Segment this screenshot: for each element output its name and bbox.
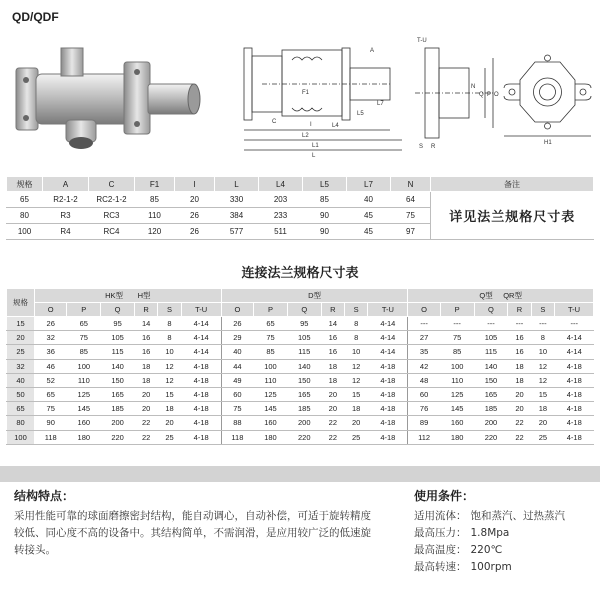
cell: RC3 bbox=[89, 208, 135, 224]
cell: 10 bbox=[531, 345, 554, 359]
flange-subheader: S bbox=[158, 303, 181, 317]
flange-subheader: T-U bbox=[555, 303, 594, 317]
cell: 85 bbox=[67, 345, 101, 359]
cell: 4-18 bbox=[368, 373, 408, 387]
cell: 110 bbox=[135, 208, 175, 224]
cell: 180 bbox=[67, 430, 101, 444]
table-row bbox=[7, 416, 594, 430]
cell: 4-18 bbox=[181, 430, 221, 444]
spec-header: F1 bbox=[135, 177, 175, 192]
cell: 4-18 bbox=[555, 373, 594, 387]
cell: 185 bbox=[287, 402, 321, 416]
cell: 160 bbox=[254, 416, 288, 430]
cell: 65 bbox=[7, 192, 43, 208]
svg-text:Q: Q bbox=[479, 92, 484, 98]
flange-table-title: 连接法兰规格尺寸表 bbox=[241, 266, 359, 281]
cell: 14 bbox=[134, 317, 157, 331]
cell: 165 bbox=[101, 387, 135, 401]
cell: 4-14 bbox=[181, 345, 221, 359]
cell: 100 bbox=[7, 224, 43, 240]
cell: 8 bbox=[531, 331, 554, 345]
cell: 49 bbox=[221, 373, 253, 387]
cell: 18 bbox=[321, 373, 344, 387]
condition-value: 100rpm bbox=[470, 561, 512, 573]
cell: 76 bbox=[408, 402, 440, 416]
cell: 18 bbox=[531, 402, 554, 416]
spec-note: 详见法兰规格尺寸表 bbox=[431, 192, 594, 240]
cell: 88 bbox=[221, 416, 253, 430]
cell: 125 bbox=[67, 387, 101, 401]
size-cell: 100 bbox=[7, 430, 35, 444]
spec-header: 备注 bbox=[431, 177, 594, 192]
cell: 4-14 bbox=[368, 317, 408, 331]
cell: 26 bbox=[221, 317, 253, 331]
flange-subheader: Q bbox=[101, 303, 135, 317]
cell: 140 bbox=[101, 359, 135, 373]
cell: 125 bbox=[254, 387, 288, 401]
cell: 20 bbox=[158, 416, 181, 430]
cell: 200 bbox=[474, 416, 508, 430]
flange-side-drawing bbox=[405, 30, 500, 160]
cell: 75 bbox=[67, 331, 101, 345]
cell: 46 bbox=[35, 359, 67, 373]
cell: 165 bbox=[287, 387, 321, 401]
cell: 4-14 bbox=[555, 331, 594, 345]
cell: 20 bbox=[321, 387, 344, 401]
cell: 4-18 bbox=[555, 359, 594, 373]
spec-header: 规格 bbox=[7, 177, 43, 192]
cell: 577 bbox=[215, 224, 259, 240]
flange-subheader-row bbox=[7, 303, 594, 317]
cell: 80 bbox=[7, 208, 43, 224]
cell: 20 bbox=[508, 402, 531, 416]
cell: 8 bbox=[345, 331, 368, 345]
svg-text:P: P bbox=[487, 92, 492, 98]
spec-header: N bbox=[391, 177, 431, 192]
cell: 95 bbox=[287, 317, 321, 331]
cell: 42 bbox=[408, 359, 440, 373]
flange-subheader: Q bbox=[474, 303, 508, 317]
svg-text:L: L bbox=[312, 153, 316, 159]
cell: 97 bbox=[391, 224, 431, 240]
cell: 12 bbox=[345, 359, 368, 373]
cell: 20 bbox=[508, 387, 531, 401]
cell: 16 bbox=[321, 331, 344, 345]
cell: RC4 bbox=[89, 224, 135, 240]
cell: 4-18 bbox=[368, 359, 408, 373]
cell: 89 bbox=[408, 416, 440, 430]
cell: 18 bbox=[134, 373, 157, 387]
flange-subheader: R bbox=[508, 303, 531, 317]
cell: 75 bbox=[254, 331, 288, 345]
svg-text:L4: L4 bbox=[332, 123, 339, 129]
svg-text:I: I bbox=[310, 122, 312, 128]
size-cell: 20 bbox=[7, 331, 35, 345]
cell: 384 bbox=[215, 208, 259, 224]
cell: 60 bbox=[221, 387, 253, 401]
group-q: Q型 bbox=[479, 291, 493, 300]
cell: 20 bbox=[345, 416, 368, 430]
condition-value: 1.8Mpa bbox=[470, 527, 510, 539]
size-cell: 80 bbox=[7, 416, 35, 430]
flange-subheader: P bbox=[254, 303, 288, 317]
cell: 60 bbox=[408, 387, 440, 401]
group-qr: QR型 bbox=[503, 291, 522, 300]
cell: 45 bbox=[347, 224, 391, 240]
cell: 16 bbox=[134, 345, 157, 359]
cell: 4-14 bbox=[555, 345, 594, 359]
cell: 115 bbox=[287, 345, 321, 359]
table-row bbox=[7, 402, 594, 416]
cell: 52 bbox=[35, 373, 67, 387]
conditions-title: 使用条件： bbox=[414, 489, 475, 503]
cell: 4-18 bbox=[368, 416, 408, 430]
cell: 65 bbox=[67, 317, 101, 331]
spec-table bbox=[6, 176, 594, 240]
flange-subheader: Q bbox=[287, 303, 321, 317]
cell: 25 bbox=[345, 430, 368, 444]
cell: 20 bbox=[531, 416, 554, 430]
cell: 160 bbox=[440, 416, 474, 430]
condition-label: 适用流体： bbox=[414, 510, 467, 522]
cell: 100 bbox=[67, 359, 101, 373]
features-title: 结构特点： bbox=[14, 489, 75, 503]
cell: 25 bbox=[531, 430, 554, 444]
cell: 65 bbox=[35, 387, 67, 401]
cell: 75 bbox=[391, 208, 431, 224]
condition-item bbox=[414, 508, 565, 525]
cell: 40 bbox=[347, 192, 391, 208]
cell: 85 bbox=[303, 192, 347, 208]
table-row bbox=[7, 359, 594, 373]
spec-header: L bbox=[215, 177, 259, 192]
group-hk: HK型 bbox=[105, 291, 124, 300]
cell: 45 bbox=[347, 208, 391, 224]
cell: 85 bbox=[440, 345, 474, 359]
flange-group-header-hk-h bbox=[35, 289, 222, 303]
features-text: 采用性能可靠的球面磨擦密封结构，能自动调心，自动补偿，可适于旋转精度较低、同心度不高的设备中。其结构简单，不需润滑，是应用较广泛的低速旋转接头。 bbox=[14, 510, 371, 556]
cell: 20 bbox=[134, 402, 157, 416]
cell: 4-18 bbox=[555, 402, 594, 416]
condition-label: 最高温度： bbox=[414, 544, 467, 556]
cell: --- bbox=[508, 317, 531, 331]
cell: 18 bbox=[508, 359, 531, 373]
svg-text:C: C bbox=[272, 119, 277, 125]
flange-subheader: R bbox=[134, 303, 157, 317]
cell: 100 bbox=[254, 359, 288, 373]
svg-text:L7: L7 bbox=[377, 101, 384, 107]
cell: 4-18 bbox=[181, 373, 221, 387]
cell: 26 bbox=[175, 224, 215, 240]
cell: 4-18 bbox=[555, 416, 594, 430]
svg-text:H1: H1 bbox=[544, 140, 552, 146]
cell: 115 bbox=[474, 345, 508, 359]
cell: 40 bbox=[221, 345, 253, 359]
table-row bbox=[7, 345, 594, 359]
cell: 160 bbox=[67, 416, 101, 430]
svg-text:A: A bbox=[370, 48, 375, 54]
size-cell: 32 bbox=[7, 359, 35, 373]
cell: 4-18 bbox=[181, 402, 221, 416]
cell: 200 bbox=[101, 416, 135, 430]
spec-header: C bbox=[89, 177, 135, 192]
cell: 125 bbox=[440, 387, 474, 401]
cell: 20 bbox=[321, 402, 344, 416]
cell: 27 bbox=[408, 331, 440, 345]
cell: 22 bbox=[321, 416, 344, 430]
cell: 18 bbox=[345, 402, 368, 416]
condition-item bbox=[414, 525, 565, 542]
cell: 75 bbox=[35, 402, 67, 416]
cell: 22 bbox=[321, 430, 344, 444]
cell: --- bbox=[474, 317, 508, 331]
cell: 10 bbox=[158, 345, 181, 359]
condition-label: 最高压力： bbox=[414, 527, 467, 539]
cell: 140 bbox=[474, 359, 508, 373]
cell: 4-14 bbox=[368, 345, 408, 359]
condition-value: 饱和蒸汽、过热蒸汽 bbox=[470, 510, 565, 522]
cell: 10 bbox=[345, 345, 368, 359]
flange-subheader: O bbox=[408, 303, 440, 317]
cell: 8 bbox=[158, 331, 181, 345]
cell: 330 bbox=[215, 192, 259, 208]
cell: 25 bbox=[158, 430, 181, 444]
cell: 8 bbox=[345, 317, 368, 331]
cell: 29 bbox=[221, 331, 253, 345]
flange-front-drawing bbox=[500, 40, 595, 150]
table-row bbox=[7, 387, 594, 401]
svg-text:N: N bbox=[471, 84, 476, 90]
cell: 115 bbox=[101, 345, 135, 359]
cell: 20 bbox=[175, 192, 215, 208]
cell: 22 bbox=[134, 430, 157, 444]
flange-subheader: R bbox=[321, 303, 344, 317]
cell: 15 bbox=[531, 387, 554, 401]
cell: 4-14 bbox=[181, 331, 221, 345]
cell: 35 bbox=[408, 345, 440, 359]
cell: 12 bbox=[158, 373, 181, 387]
size-cell: 15 bbox=[7, 317, 35, 331]
cell: 110 bbox=[254, 373, 288, 387]
svg-text:O: O bbox=[494, 92, 499, 98]
cell: 180 bbox=[254, 430, 288, 444]
cell: 20 bbox=[134, 387, 157, 401]
table-row bbox=[7, 430, 594, 444]
cell: --- bbox=[555, 317, 594, 331]
cell: 145 bbox=[67, 402, 101, 416]
cell: 12 bbox=[158, 359, 181, 373]
flange-subheader: O bbox=[35, 303, 67, 317]
flange-subheader: P bbox=[440, 303, 474, 317]
cell: 110 bbox=[67, 373, 101, 387]
cell: 26 bbox=[35, 317, 67, 331]
cell: 150 bbox=[287, 373, 321, 387]
svg-text:S: S bbox=[419, 144, 424, 150]
spec-header: L5 bbox=[303, 177, 347, 192]
spec-header: I bbox=[175, 177, 215, 192]
spec-header: L4 bbox=[259, 177, 303, 192]
cell: 118 bbox=[221, 430, 253, 444]
product-photo bbox=[6, 40, 202, 158]
cell: 85 bbox=[135, 192, 175, 208]
cell: 16 bbox=[134, 331, 157, 345]
svg-text:L1: L1 bbox=[312, 143, 319, 149]
cell: 4-18 bbox=[368, 430, 408, 444]
cell: 44 bbox=[221, 359, 253, 373]
cell: 90 bbox=[303, 224, 347, 240]
cell: 22 bbox=[508, 416, 531, 430]
cell: 18 bbox=[321, 359, 344, 373]
cell: 16 bbox=[508, 331, 531, 345]
cell: 140 bbox=[287, 359, 321, 373]
cell: 220 bbox=[287, 430, 321, 444]
cell: 75 bbox=[221, 402, 253, 416]
cell: 105 bbox=[474, 331, 508, 345]
cell: 200 bbox=[287, 416, 321, 430]
cell: 12 bbox=[531, 373, 554, 387]
cell: 22 bbox=[134, 416, 157, 430]
cell: --- bbox=[440, 317, 474, 331]
cell: 4-18 bbox=[181, 387, 221, 401]
cell: 12 bbox=[345, 373, 368, 387]
flange-subheader: S bbox=[531, 303, 554, 317]
cell: 233 bbox=[259, 208, 303, 224]
cell: 8 bbox=[158, 317, 181, 331]
table-row bbox=[7, 331, 594, 345]
cell: 64 bbox=[391, 192, 431, 208]
cell: 120 bbox=[135, 224, 175, 240]
flange-subheader: T-U bbox=[181, 303, 221, 317]
cell: 4-18 bbox=[368, 402, 408, 416]
cell: R2-1-2 bbox=[43, 192, 89, 208]
svg-text:T-U: T-U bbox=[417, 38, 427, 44]
conditions-list bbox=[414, 508, 565, 576]
cell: 95 bbox=[101, 317, 135, 331]
spec-header: L7 bbox=[347, 177, 391, 192]
flange-table-body bbox=[7, 317, 594, 445]
cell: 18 bbox=[158, 402, 181, 416]
cell: 4-18 bbox=[555, 430, 594, 444]
cell: 4-18 bbox=[181, 359, 221, 373]
flange-subheader: T-U bbox=[368, 303, 408, 317]
section-drawing bbox=[232, 30, 407, 160]
cell: R4 bbox=[43, 224, 89, 240]
cell: 36 bbox=[35, 345, 67, 359]
cell: 15 bbox=[158, 387, 181, 401]
cell: 4-14 bbox=[181, 317, 221, 331]
cell: 18 bbox=[508, 373, 531, 387]
cell: 220 bbox=[474, 430, 508, 444]
size-cell: 50 bbox=[7, 387, 35, 401]
svg-text:L2: L2 bbox=[302, 133, 309, 139]
cell: 203 bbox=[259, 192, 303, 208]
cell: 150 bbox=[101, 373, 135, 387]
cell: 15 bbox=[345, 387, 368, 401]
group-h: H型 bbox=[137, 291, 151, 300]
table-row bbox=[7, 192, 594, 208]
cell: 105 bbox=[101, 331, 135, 345]
cell: 16 bbox=[321, 345, 344, 359]
table-row bbox=[7, 317, 594, 331]
cell: 185 bbox=[474, 402, 508, 416]
cell: 100 bbox=[440, 359, 474, 373]
size-cell: 65 bbox=[7, 402, 35, 416]
cell: 4-14 bbox=[368, 331, 408, 345]
cell: 180 bbox=[440, 430, 474, 444]
condition-label: 最高转速： bbox=[414, 561, 467, 573]
cell: 26 bbox=[175, 208, 215, 224]
condition-item bbox=[414, 559, 565, 576]
size-cell: 40 bbox=[7, 373, 35, 387]
svg-text:R: R bbox=[431, 144, 436, 150]
cell: 48 bbox=[408, 373, 440, 387]
cell: 32 bbox=[35, 331, 67, 345]
cell: 145 bbox=[254, 402, 288, 416]
condition-value: 220℃ bbox=[470, 544, 503, 556]
cell: 90 bbox=[35, 416, 67, 430]
cell: 511 bbox=[259, 224, 303, 240]
size-cell: 25 bbox=[7, 345, 35, 359]
flange-subheader: S bbox=[345, 303, 368, 317]
flange-size-header: 规格 bbox=[7, 289, 35, 317]
flange-subheader: P bbox=[67, 303, 101, 317]
cell: R3 bbox=[43, 208, 89, 224]
cell: 22 bbox=[508, 430, 531, 444]
cell: --- bbox=[408, 317, 440, 331]
divider-band bbox=[0, 466, 600, 482]
cell: --- bbox=[531, 317, 554, 331]
cell: 165 bbox=[474, 387, 508, 401]
table-row bbox=[7, 373, 594, 387]
model-title: QD/QDF bbox=[12, 10, 59, 24]
cell: 112 bbox=[408, 430, 440, 444]
cell: 4-18 bbox=[181, 416, 221, 430]
cell: 65 bbox=[254, 317, 288, 331]
cell: 14 bbox=[321, 317, 344, 331]
condition-item bbox=[414, 542, 565, 559]
cell: 105 bbox=[287, 331, 321, 345]
cell: 145 bbox=[440, 402, 474, 416]
svg-text:F1: F1 bbox=[302, 90, 310, 96]
spec-header: A bbox=[43, 177, 89, 192]
cell: 16 bbox=[508, 345, 531, 359]
flange-group-header-q-qr bbox=[408, 289, 594, 303]
cell: 90 bbox=[303, 208, 347, 224]
cell: 150 bbox=[474, 373, 508, 387]
svg-text:L5: L5 bbox=[357, 111, 364, 117]
flange-group-header-d: D型 bbox=[221, 289, 408, 303]
cell: 4-18 bbox=[555, 387, 594, 401]
cell: 118 bbox=[35, 430, 67, 444]
cell: 75 bbox=[440, 331, 474, 345]
cell: 12 bbox=[531, 359, 554, 373]
cell: RC2-1-2 bbox=[89, 192, 135, 208]
cell: 18 bbox=[134, 359, 157, 373]
flange-subheader: O bbox=[221, 303, 253, 317]
cell: 185 bbox=[101, 402, 135, 416]
cell: 4-18 bbox=[368, 387, 408, 401]
cell: 110 bbox=[440, 373, 474, 387]
flange-table bbox=[6, 288, 594, 445]
cell: 220 bbox=[101, 430, 135, 444]
cell: 85 bbox=[254, 345, 288, 359]
